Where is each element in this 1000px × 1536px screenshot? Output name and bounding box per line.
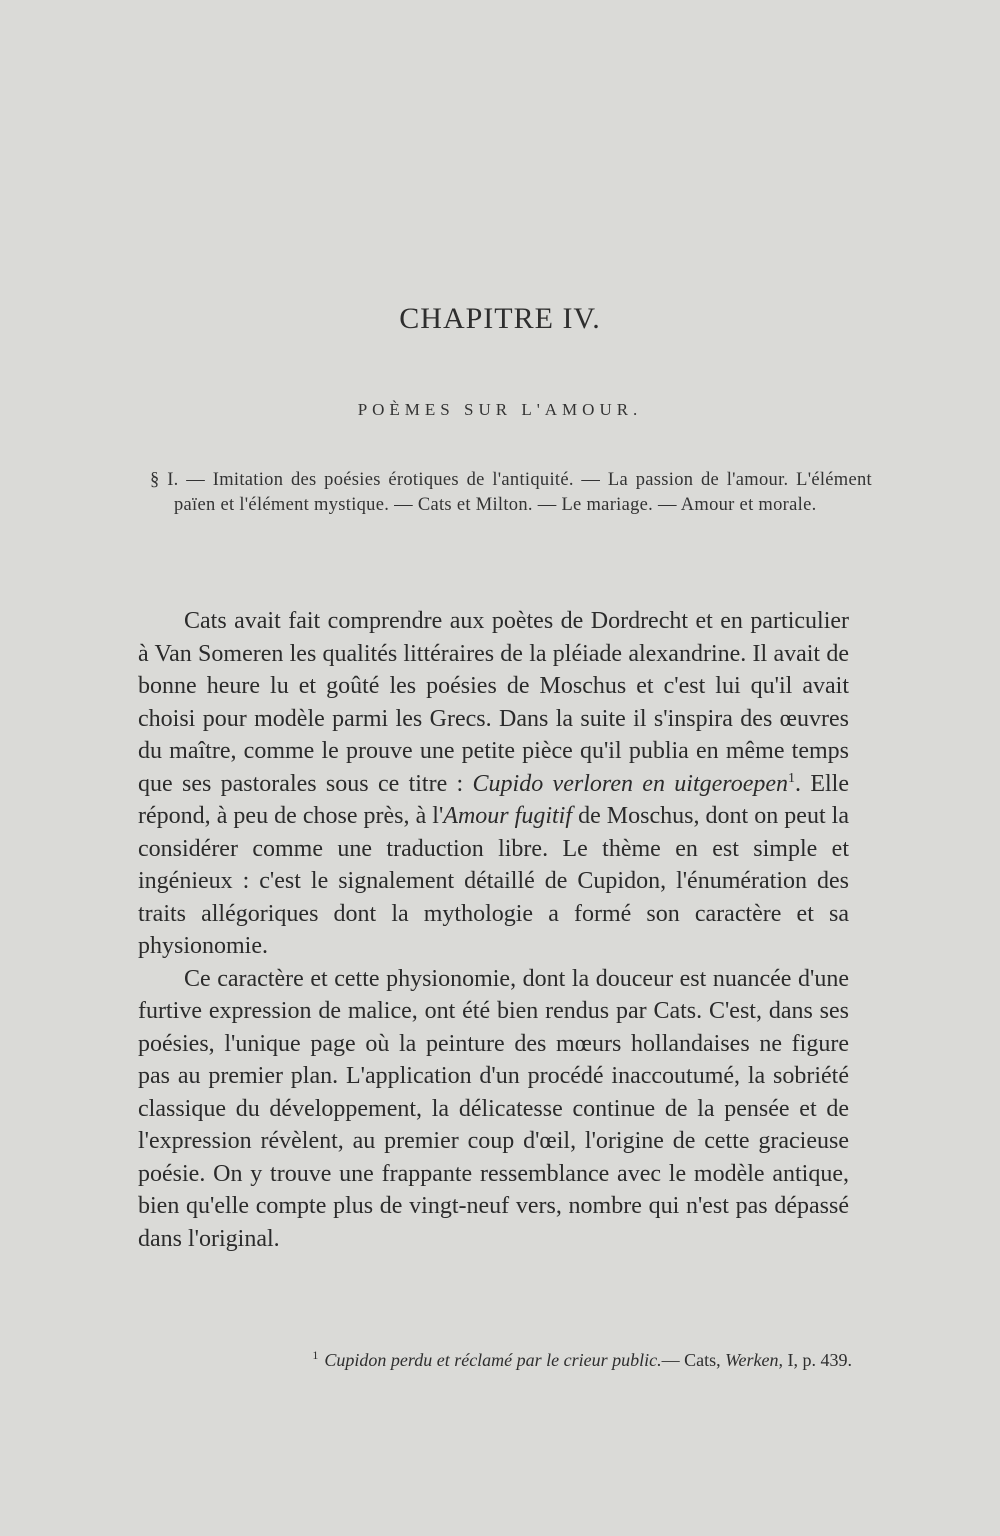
footnote-mark: 1 <box>312 1348 319 1362</box>
work-title-cupido: Cupido verloren en uitgeroepen <box>472 770 789 797</box>
footnote-author: Cats, <box>684 1350 726 1370</box>
work-title-amour-fugitif: Amour fugitif <box>443 803 573 829</box>
paragraph-1-part-2: . Elle répond, à peu de chose près, à l' <box>138 770 849 829</box>
chapter-summary: § I. — Imitation des poésies érotiques de l'antiquité. — La passion de l'amour. L'élément païen et l'élément mystique. — Cats et Milton. — Le mariage. — Amour et morale. <box>150 470 872 515</box>
paragraph-2: Ce caractère et cette physionomie, dont la douceur est nuancée d'une furtive expression de malice, ont été bien rendus par Cats. C'est, dans ses poésies, l'unique page où la peinture des mœurs hollandaises ne figure pas au premier plan. L'application d'un procédé inaccoutumé, la sobriété classique du développement, la délicatesse continue de la pensée et de l'expression révèlent, au premier coup d'œil, l'origine de cette gracieuse poésie. On y trouve une frappante ressemblance avec le modèle antique, bien qu'elle compte plus de vingt-neuf vers, nombre qui n'est pas dépassé dans l'original. <box>138 965 849 1252</box>
section-title: POÈMES SUR L'AMOUR. <box>357 400 643 419</box>
chapter-title: CHAPITRE IV. <box>399 302 601 335</box>
paragraph-1-part-1: Cats avait fait comprendre aux poètes de Dordrecht et en particulier à Van Someren les qualités littéraires de la pléiade alexandrine. Il avait de bonne heure lu et goûté les poésies de Moschus et c'est lui qu'il avait choisi pour modèle parmi les Grecs. Dans la suite il s'inspira des œuvres du maître, comme le prouve une petite pièce qu'il publia en même temps que ses pastorales sous ce titre : <box>138 608 849 797</box>
paragraph-1-part-3: de Moschus, dont on peut la considérer comme une traduction libre. Le thème en est simple et ingénieux : c'est le signalement détaillé de Cupidon, l'énumération des traits allégoriques dont la mythologie a formé son caractère et sa physionomie. <box>138 803 849 959</box>
footnote-reference: 1 <box>788 770 796 786</box>
footnote <box>162 1348 852 1372</box>
paragraph-1 <box>138 605 849 963</box>
footnote-dash: — <box>661 1350 685 1370</box>
footnote-page-ref: I, p. 439. <box>783 1350 852 1370</box>
footnote-work: Werken, <box>725 1350 783 1370</box>
footnote-italic-text: Cupidon perdu et réclamé par le crieur public. <box>324 1350 662 1370</box>
body-text <box>138 605 849 1255</box>
